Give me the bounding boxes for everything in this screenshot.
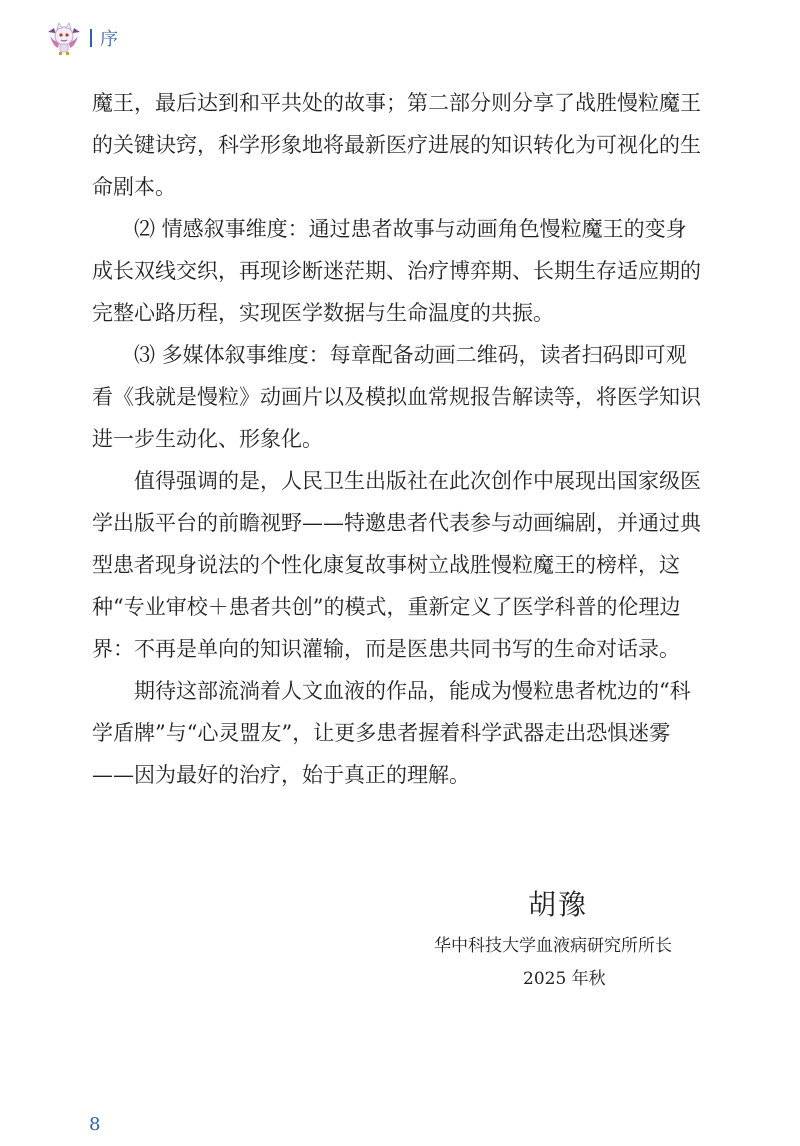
header-divider [90,29,92,47]
paragraph-4: 值得强调的是，人民卫生出版社在此次创作中展现出国家级医学出版平台的前瞻视野——特邀患者代表参与动画编剧，并通过典型患者现身说法的个性化康复故事树立战胜慢粒魔王的榜样，这种“专业审校＋患者共创”的模式，重新定义了医学科普的伦理边界：不再是单向的知识灌输，而是医患共同书写的生命对话录。 [92,469,701,661]
signature-name: 胡豫 [528,888,589,921]
page-header [44,18,118,58]
signature-date: 2025 年秋 [523,969,606,989]
paragraph-2: ⑵ 情感叙事维度：通过患者故事与动画角色慢粒魔王的变身成长双线交织，再现诊断迷茫期、治疗博弈期、长期生存适应期的完整心路历程，实现医学数据与生命温度的共振。 [92,217,701,325]
page-number: 8 [89,1114,101,1135]
signature-title: 华中科技大学血液病研究所所长 [434,936,672,956]
paragraph-5: 期待这部流淌着人文血液的作品，能成为慢粒患者枕边的“科学盾牌”与“心灵盟友”，让更多患者握着科学武器走出恐惧迷雾——因为最好的治疗，始于真正的理解。 [92,679,691,787]
paragraph-3: ⑶ 多媒体叙事维度：每章配备动画二维码，读者扫码即可观看《我就是慢粒》动画片以及模拟血常规报告解读等，将医学知识进一步生动化、形象化。 [92,343,701,451]
bat-mascot-icon [44,18,84,58]
paragraph-1: 魔王，最后达到和平共处的故事；第二部分则分享了战胜慢粒魔王的关键诀窍，科学形象地将最新医疗进展的知识转化为可视化的生命剧本。 [92,91,701,199]
body-text [92,82,704,796]
section-title: 序 [100,29,118,50]
